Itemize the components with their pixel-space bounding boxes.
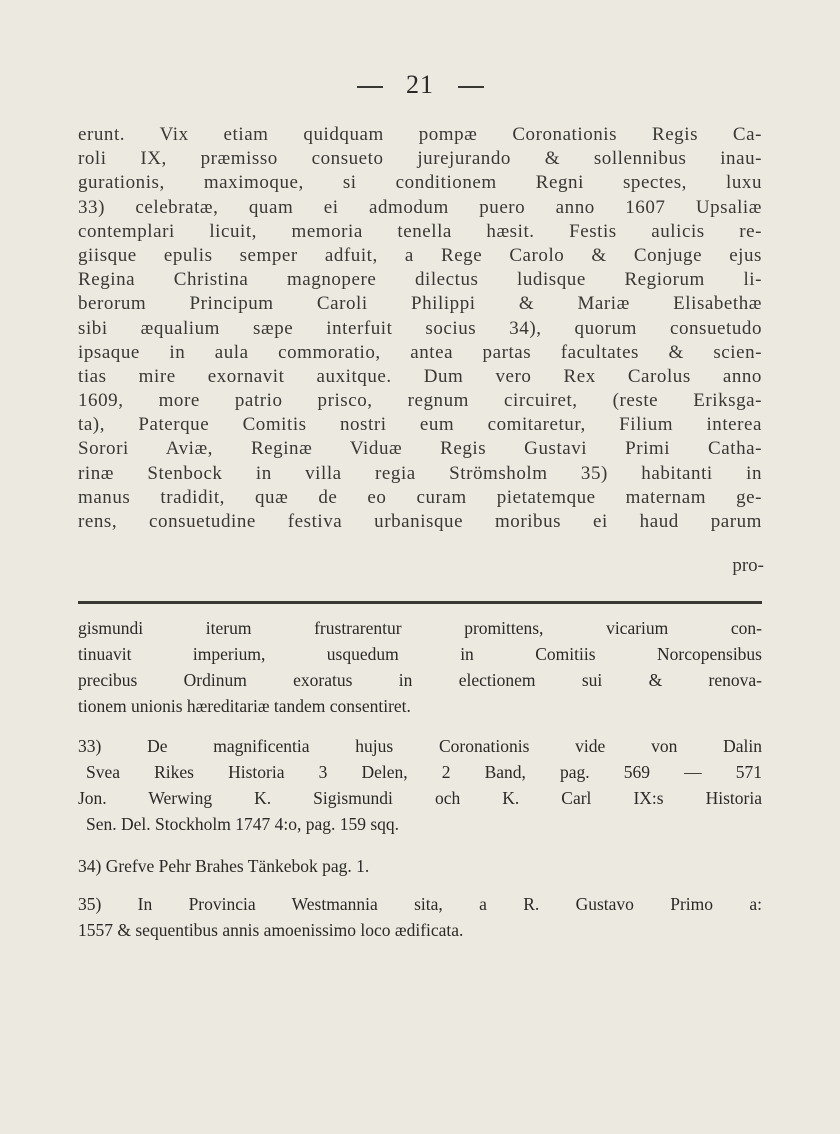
footnote-33-line: 33) De magnificentia hujus Coronationis vide von Dalin <box>78 736 762 756</box>
page-header <box>0 70 840 100</box>
main-text-line: sibi æqualium sæpe interfuit socius 34), quorum consuetudo <box>78 317 762 339</box>
footnote-gap <box>78 837 762 853</box>
main-text-line: Sorori Aviæ, Reginæ Viduæ Regis Gustavi Primi Catha- <box>78 438 762 460</box>
header-dash-left <box>357 86 383 88</box>
catchword: pro- <box>732 555 764 576</box>
footnote-gap <box>78 719 762 733</box>
main-text-line: berorum Principum Caroli Philippi & Mariæ Elisabethæ <box>78 293 762 315</box>
footnote-33-line: Sen. Del. Stockholm 1747 4:o, pag. 159 sqq. <box>86 814 400 834</box>
footnote-separator-rule <box>78 601 762 604</box>
footnote-35-line: 1557 & sequentibus annis amoenissimo loco ædificata. <box>78 920 464 940</box>
main-text-line: contemplari licuit, memoria tenella hæsit. Festis aulicis re- <box>78 220 762 242</box>
footnote-continuation-line: precibus Ordinum exoratus in electionem sui & renova- <box>78 670 762 690</box>
main-text-line: 33) celebratæ, quam ei admodum puero anno 1607 Upsaliæ <box>78 196 762 218</box>
header-dash-right <box>458 86 484 88</box>
main-text-line: rinæ Stenbock in villa regia Strömsholm 35) habitanti in <box>78 462 762 484</box>
footnote-gap <box>78 879 762 891</box>
main-text-line: tias mire exornavit auxitque. Dum vero Rex Carolus anno <box>78 365 762 387</box>
main-text-block <box>78 123 762 534</box>
footnote-33-line: Svea Rikes Historia 3 Delen, 2 Band, pag. 569 — 571 <box>86 762 762 782</box>
main-text-line: 1609, more patrio prisco, regnum circuiret, (reste Eriksga- <box>78 390 762 412</box>
footnote-35-line: 35) In Provincia Westmannia sita, a R. Gustavo Primo a: <box>78 894 762 914</box>
main-text-line: roli IX, præmisso consueto jurejurando & sollennibus inau- <box>78 148 762 170</box>
footnote-continuation-line: gismundi iterum frustrarentur promittens, vicarium con- <box>78 618 762 638</box>
footnote-continuation-line: tinuavit imperium, usquedum in Comitiis Norcopensibus <box>78 644 762 664</box>
main-text-line: ta), Paterque Comitis nostri eum comitaretur, Filium interea <box>78 414 762 436</box>
footnote-34-line: 34) Grefve Pehr Brahes Tänkebok pag. 1. <box>78 856 370 876</box>
main-text-line: Regina Christina magnopere dilectus ludisque Regiorum li- <box>78 269 762 291</box>
main-text-line: giisque epulis semper adfuit, a Rege Carolo & Conjuge ejus <box>78 244 762 266</box>
main-text-line: erunt. Vix etiam quidquam pompæ Coronationis Regis Ca- <box>78 124 762 145</box>
main-text-line: ipsaque in aula commoratio, antea partas facultates & scien- <box>78 341 762 363</box>
main-text-line: gurationis, maximoque, si conditionem Regni spectes, luxu <box>78 172 762 194</box>
footnotes-block <box>78 615 762 943</box>
page-number: 21 <box>406 70 434 99</box>
footnote-33-line: Jon. Werwing K. Sigismundi och K. Carl IX:s Historia <box>78 788 762 808</box>
main-text-line: manus tradidit, quæ de eo curam pietatemque maternam ge- <box>78 486 762 508</box>
main-text-line: rens, consuetudine festiva urbanisque moribus ei haud parum <box>78 511 762 532</box>
footnote-continuation-line: tionem unionis hæreditariæ tandem consentiret. <box>78 696 411 716</box>
